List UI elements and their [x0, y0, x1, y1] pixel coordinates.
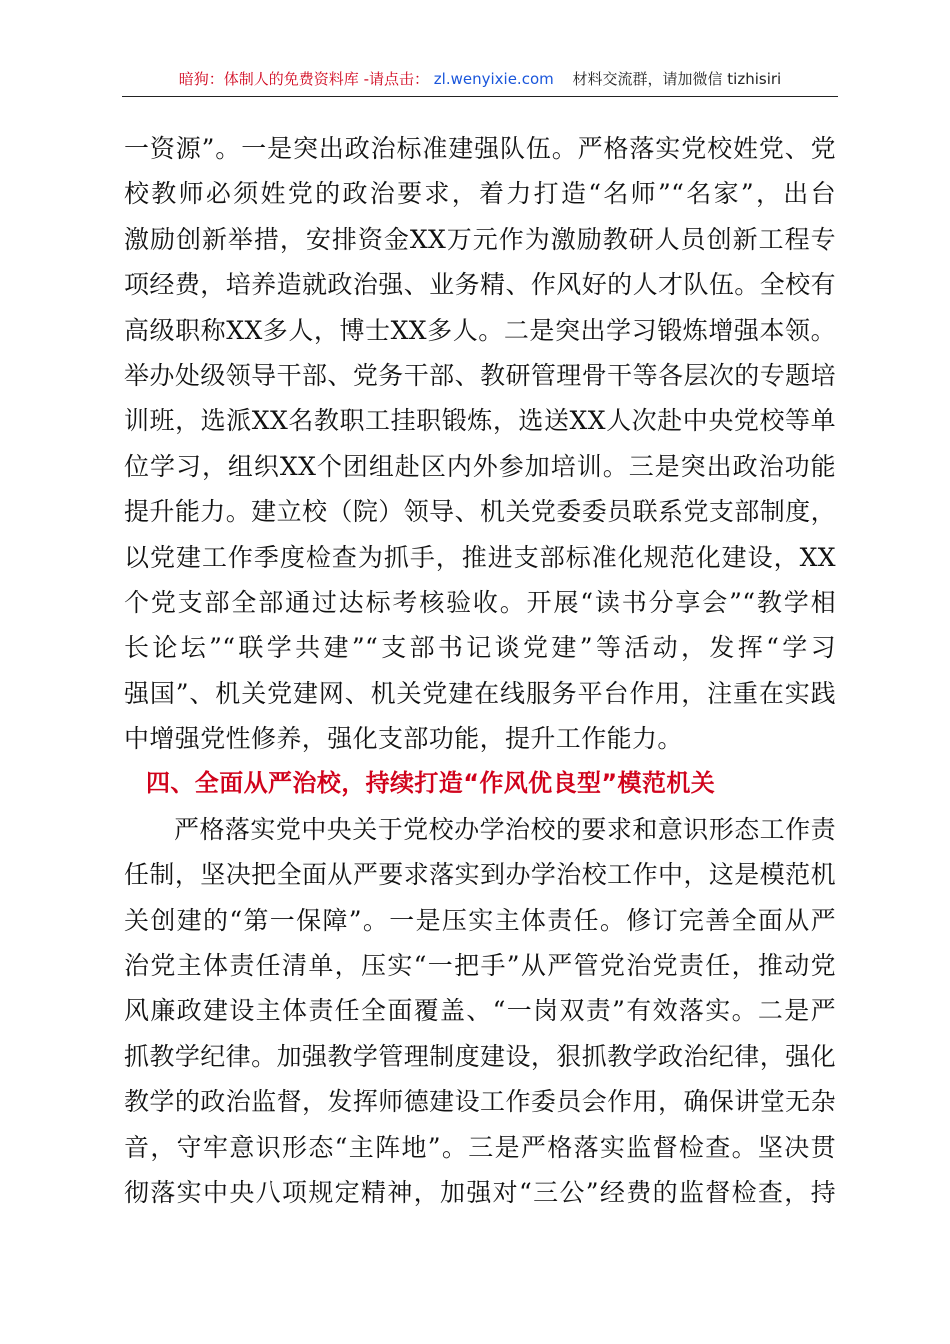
paragraph-line: 以党建工作季度检查为抓手，推进支部标准化规范化建设，XX [124, 542, 836, 572]
paragraph-line: 关创建的“第一保障”。一是压实主体责任。修订完善全面从严 [124, 905, 836, 935]
header-contact: 材料交流群，请加微信 tizhisiri [572, 70, 782, 88]
paragraph-line: 彻落实中央八项规定精神，加强对“三公”经费的监督检查，持 [124, 1177, 836, 1207]
header-click-prefix: -请点击： [363, 70, 430, 88]
paragraph-line: 提升能力。建立校（院）领导、机关党委委员联系党支部制度， [124, 497, 836, 527]
paragraph-line: 举办处级领导干部、党务干部、教研管理骨干等各层次的专题培 [124, 360, 836, 390]
paragraph-line: 训班，选派XX名教职工挂职锻炼，选送XX人次赴中央党校等单 [124, 406, 836, 436]
paragraph-line: 中增强党性修养，强化支部功能，提升工作能力。 [124, 724, 683, 754]
header-url-link[interactable]: zl.wenyixie.com [433, 70, 554, 88]
paragraph-line: 个党支部全部通过达标考核验收。开展“读书分享会”“教学相 [124, 587, 836, 617]
paragraph-line: 项经费，培养造就政治强、业务精、作风好的人才队伍。全校有 [124, 270, 836, 300]
section-heading: 四、全面从严治校，持续打造“作风优良型”模范机关 [146, 769, 716, 798]
paragraph-line: 校教师必须姓党的政治要求，着力打造“名师”“名家”，出台 [124, 179, 836, 209]
paragraph-line: 严格落实党中央关于党校办学治校的要求和意识形态工作责 [174, 814, 836, 844]
paragraph-line: 激励创新举措，安排资金XX万元作为激励教研人员创新工程专 [124, 224, 836, 254]
page-header [122, 68, 838, 90]
paragraph-line: 风廉政建设主体责任全面覆盖、“一岗双责”有效落实。二是严 [124, 996, 836, 1026]
document-body [124, 126, 836, 1215]
paragraph-line: 位学习，组织XX个团组赴区内外参加培训。三是突出政治功能 [124, 451, 836, 481]
paragraph-line: 音，守牢意识形态“主阵地”。三是严格落实监督检查。坚决贯 [124, 1132, 836, 1162]
paragraph-line: 强国”、机关党建网、机关党建在线服务平台作用，注重在实践 [124, 678, 836, 708]
paragraph-line: 抓教学纪律。加强教学管理制度建设，狠抓教学政治纪律，强化 [124, 1041, 836, 1071]
header-brand: 暗狗：体制人的免费资料库 [178, 70, 359, 88]
paragraph-line: 教学的政治监督，发挥师德建设工作委员会作用，确保讲堂无杂 [124, 1087, 836, 1117]
paragraph-line: 高级职称XX多人，博士XX多人。二是突出学习锻炼增强本领。 [124, 315, 836, 345]
header-divider [122, 96, 838, 97]
paragraph-line: 一资源”。一是突出政治标准建强队伍。严格落实党校姓党、党 [124, 134, 836, 163]
paragraph-line: 任制，坚决把全面从严要求落实到办学治校工作中，这是模范机 [124, 860, 836, 890]
paragraph-line: 治党主体责任清单，压实“一把手”从严管党治党责任，推动党 [124, 951, 836, 981]
paragraph-line: 长论坛”“联学共建”“支部书记谈党建”等活动，发挥“学习 [124, 633, 836, 663]
